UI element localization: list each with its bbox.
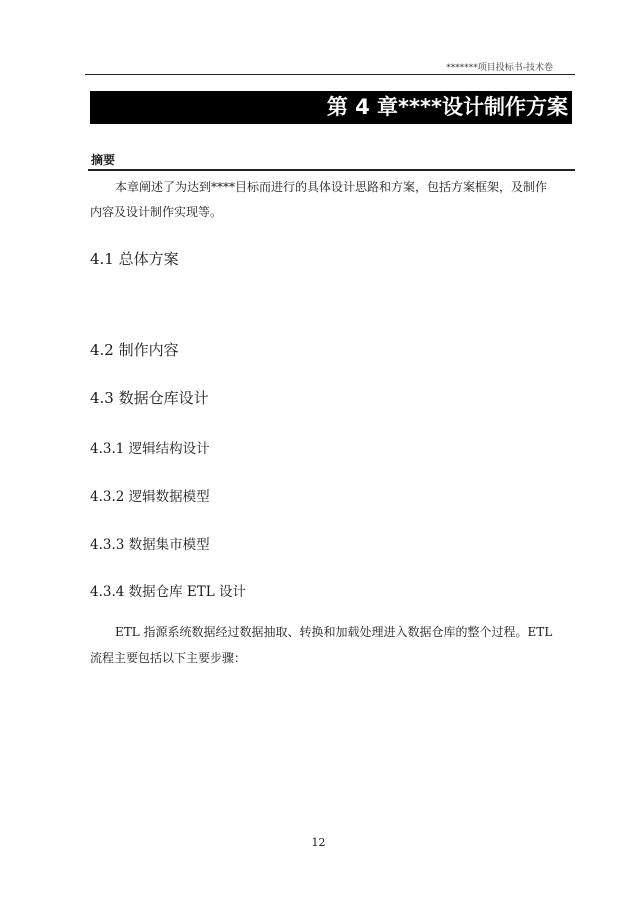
abstract-divider bbox=[88, 169, 575, 171]
subsection-heading-4-3-3: 4.3.3 数据集市模型 bbox=[90, 537, 210, 553]
header-divider bbox=[85, 74, 575, 75]
section-heading-4-2: 4.2 制作内容 bbox=[90, 341, 179, 359]
section-heading-4-3: 4.3 数据仓库设计 bbox=[90, 389, 209, 407]
abstract-line-2: 内容及设计制作实现等。 bbox=[90, 205, 223, 219]
subsection-heading-4-3-2: 4.3.2 逻辑数据模型 bbox=[90, 489, 210, 505]
etl-paragraph-line-1: ETL 指源系统数据经过数据抽取、转换和加载处理进入数据仓库的整个过程。ETL bbox=[115, 625, 553, 639]
subsection-heading-4-3-4: 4.3.4 数据仓库 ETL 设计 bbox=[90, 584, 247, 600]
page-number: 12 bbox=[311, 836, 326, 849]
chapter-title: 第 4 章****设计制作方案 bbox=[90, 91, 572, 124]
subsection-heading-4-3-1: 4.3.1 逻辑结构设计 bbox=[90, 441, 210, 457]
running-header: *******项目投标书-技术卷 bbox=[446, 63, 553, 73]
abstract-line-1: 本章阐述了为达到****目标而进行的具体设计思路和方案，包括方案框架，及制作 bbox=[115, 180, 548, 194]
section-heading-4-1: 4.1 总体方案 bbox=[90, 250, 179, 268]
abstract-label: 摘要 bbox=[91, 153, 116, 167]
etl-paragraph-line-2: 流程主要包括以下主要步骤： bbox=[90, 651, 247, 665]
